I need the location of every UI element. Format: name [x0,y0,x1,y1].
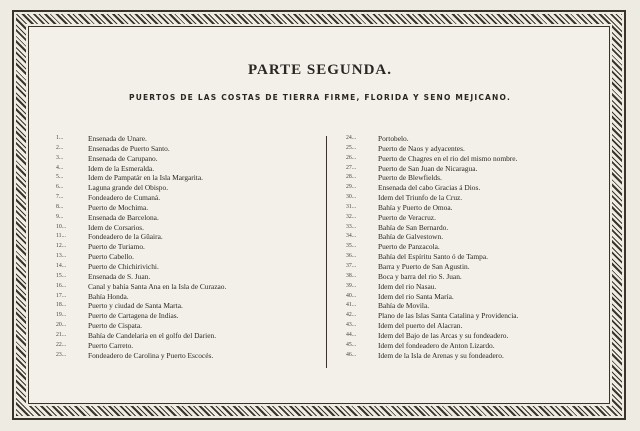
list-item [346,144,606,154]
item-number: 35... [346,243,357,250]
list-item [346,164,606,174]
item-number: 3... [56,154,64,161]
item-number: 15... [56,272,67,279]
item-number: 30... [346,194,357,201]
item-text: Idem de la Esmeralda. [88,163,155,173]
item-number: 21... [56,331,67,338]
item-text: Idem de Pampatár en la Isla Margarita. [88,173,203,183]
item-number: 6... [56,184,64,191]
item-text: Idem de la Isla de Arenas y su fondeadero. [378,350,504,360]
item-text: Portobelo. [378,134,409,143]
item-number: 36... [346,253,357,260]
item-text: Puerto Carreto. [88,340,134,350]
item-text: Bahía de San Bernardo. [378,222,449,232]
list-item [56,252,321,262]
item-number: 14... [56,262,67,269]
item-text: Puerto de Panzacola. [378,242,440,252]
list-item [56,232,321,242]
item-text: Idem del rio Santa María. [378,291,454,301]
item-number: 22... [56,341,67,348]
item-text: Puerto de Turiamo. [88,242,145,252]
item-number: 39... [346,282,357,289]
item-number: 37... [346,262,357,269]
item-text: Puerto de Naos y adyacentes. [378,143,465,153]
list-item [346,292,606,302]
item-text: Puerto de Cartagena de Indias. [88,311,179,321]
item-text: Bahía del Espíritu Santo ó de Tampa. [378,252,488,262]
item-number: 7... [56,194,64,201]
item-number: 34... [346,233,357,240]
item-number: 10... [56,223,67,230]
list-item [56,331,321,341]
item-number: 19... [56,312,67,319]
item-number: 23... [56,351,67,358]
page-subtitle: PUERTOS DE LAS COSTAS DE TIERRA FIRME, FLORIDA Y SENO MEJICANO. [129,93,511,102]
item-number: 31... [346,203,357,210]
list-item [56,242,321,252]
item-number: 26... [346,154,357,161]
list-item [56,282,321,292]
item-text: Bahía de Movila. [378,301,430,311]
item-number: 40... [346,292,357,299]
list-item [346,242,606,252]
item-text: Barra y Puerto de San Agustin. [378,261,470,271]
item-text: Puerto de San Juan de Nicaragua. [378,163,478,173]
list-item [56,213,321,223]
item-text: Fondeadero de la Gûaira. [88,232,163,242]
item-text: Puerto Cabello. [88,252,134,262]
item-text: Canal y bahía Santa Ana en la Isla de Curazao. [88,281,227,291]
list-item [346,301,606,311]
list-item [56,341,321,351]
list-item [346,134,606,144]
list-item [56,311,321,321]
list-item [346,213,606,223]
item-text: Ensenada del cabo Gracias á Dios. [378,183,481,193]
list-item [56,164,321,174]
item-text: Idem del rio Nasau. [378,281,437,291]
list-item [56,223,321,233]
item-text: Ensenada de S. Juan. [88,271,151,281]
item-text: Ensenada de Carupano. [88,153,158,163]
item-text: Bahía Honda. [88,291,129,301]
item-number: 5... [56,174,64,181]
item-number: 9... [56,213,64,220]
list-item [346,331,606,341]
list-item [56,301,321,311]
item-number: 17... [56,292,67,299]
item-text: Ensenadas de Puerto Santo. [88,143,170,153]
item-text: Puerto de Chichirivichi. [88,261,159,271]
item-text: Puerto y ciudad de Santa Marta. [88,301,183,311]
list-item [346,173,606,183]
list-item [346,321,606,331]
item-number: 33... [346,223,357,230]
item-number: 28... [346,174,357,181]
item-text: Bahía de Candelaria en el golfo del Darien. [88,330,217,340]
item-text: Puerto de Chagres en el rio del mismo nombre. [378,153,518,163]
item-number: 42... [346,312,357,319]
item-number: 13... [56,253,67,260]
item-number: 25... [346,144,357,151]
list-item [346,232,606,242]
item-text: Laguna grande del Obispo. [88,183,169,193]
item-number: 45... [346,341,357,348]
list-item [346,282,606,292]
column-divider [326,136,327,368]
list-item [346,203,606,213]
right-column [346,134,606,360]
list-item [346,341,606,351]
page-title: PARTE SEGUNDA. [247,62,393,78]
list-item [56,193,321,203]
item-text: Bahía de Galvestown. [378,232,444,242]
list-item [56,173,321,183]
item-text: Bahía y Puerto de Omoa. [378,202,453,212]
item-text: Idem del puerto del Alacran. [378,321,463,331]
item-text: Puerto de Mochima. [88,202,149,212]
list-item [56,272,321,282]
list-item [346,223,606,233]
item-text: Boca y barra del rio S. Juan. [378,271,462,281]
item-text: Idem del Triunfo de la Cruz. [378,193,463,203]
list-item [56,321,321,331]
list-item [56,183,321,193]
item-number: 8... [56,203,64,210]
item-number: 12... [56,243,67,250]
item-text: Fondeadero de Carolina y Puerto Escocés. [88,350,214,360]
list-item [346,154,606,164]
list-item [56,203,321,213]
list-item [56,134,321,144]
item-text: Puerto de Blewfields. [378,173,442,183]
item-number: 1... [56,135,64,141]
item-number: 32... [346,213,357,220]
item-text: Idem del Bajo de las Arcas y su fondeadero. [378,330,509,340]
item-number: 24... [346,135,357,141]
item-text: Idem de Corsarios. [88,222,145,232]
item-text: Puerto de Cispata. [88,321,142,331]
item-number: 38... [346,272,357,279]
list-item [346,193,606,203]
item-text: Idem del fondeadero de Anton Lizardo. [378,340,495,350]
item-number: 27... [346,164,357,171]
item-number: 44... [346,331,357,338]
item-number: 20... [56,322,67,329]
item-number: 2... [56,144,64,151]
item-number: 43... [346,322,357,329]
list-item [56,144,321,154]
item-text: Puerto de Veracruz. [378,212,436,222]
list-item [346,311,606,321]
list-item [346,351,606,361]
item-number: 16... [56,282,67,289]
list-item [346,252,606,262]
item-number: 4... [56,164,64,171]
list-item [56,351,321,361]
item-number: 41... [346,302,357,309]
list-item [56,154,321,164]
item-number: 18... [56,302,67,309]
item-text: Fondeadero de Cumaná. [88,193,161,203]
item-text: Plano de las Islas Santa Catalina y Providencia. [378,311,519,321]
list-item [346,262,606,272]
list-item [346,272,606,282]
left-column [56,134,321,360]
list-item [56,262,321,272]
list-item [346,183,606,193]
item-number: 11... [56,233,66,240]
item-text: Ensenada de Unare. [88,134,147,143]
item-text: Ensenada de Barcelona. [88,212,159,222]
item-number: 29... [346,184,357,191]
item-number: 46... [346,351,357,358]
list-item [56,292,321,302]
